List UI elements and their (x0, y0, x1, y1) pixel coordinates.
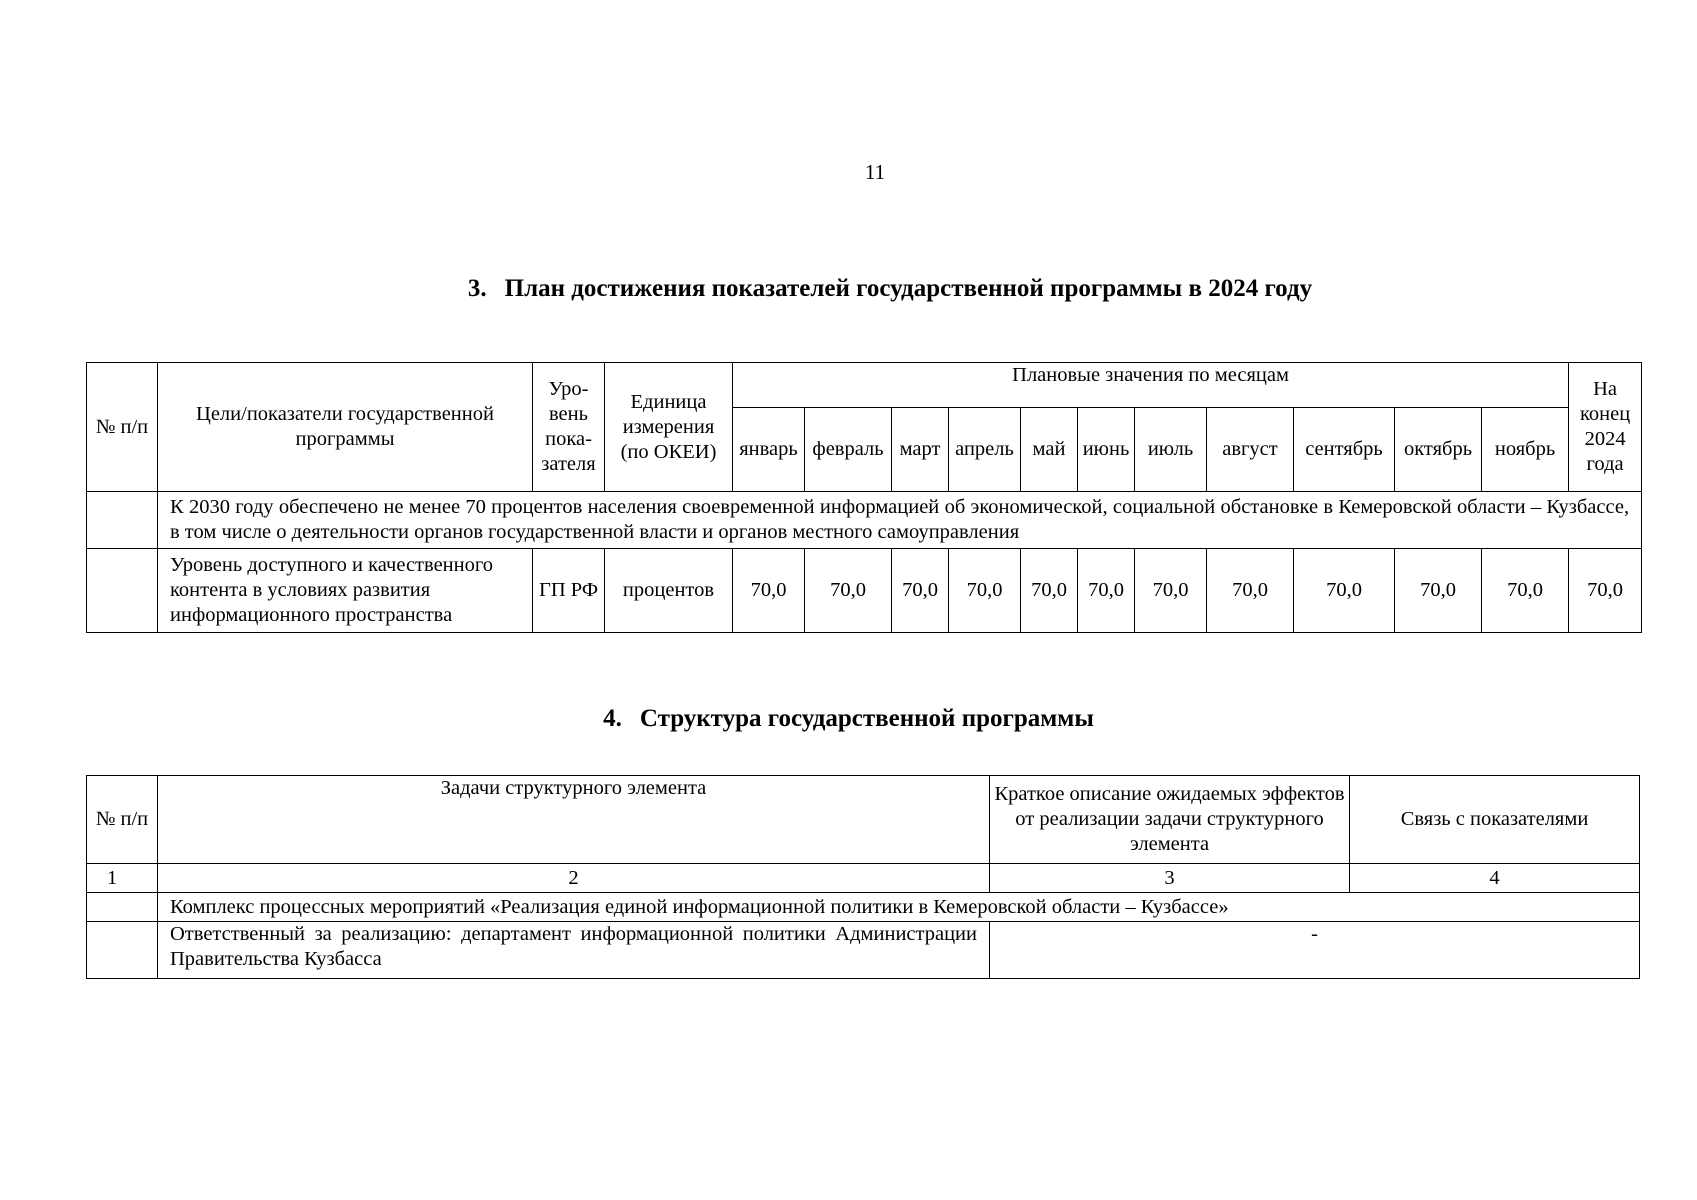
section-3-heading (0, 274, 1697, 304)
header-unit: Единица измерения (по ОКЕИ) (605, 363, 733, 492)
header-month: май (1021, 408, 1078, 492)
indicator-row-num (87, 549, 158, 633)
responsible-row-num (87, 922, 158, 979)
complex-row-num (87, 893, 158, 922)
monthly-value: 70,0 (1021, 549, 1078, 633)
header-month: июнь (1078, 408, 1135, 492)
structure-header-num: № п/п (87, 776, 158, 864)
monthly-value: 70,0 (1294, 549, 1395, 633)
section-3-title: План достижения показателей государственной программы в 2024 году (504, 275, 1313, 302)
monthly-value: 70,0 (949, 549, 1021, 633)
monthly-value: 70,0 (892, 549, 949, 633)
structure-header-effects: Краткое описание ожидаемых эффектов от реализации задачи структурного элемента (990, 776, 1350, 864)
structure-header-link: Связь с показателями (1350, 776, 1640, 864)
section-4-heading (0, 704, 1697, 734)
indicator-name: Уровень доступного и качественного контента в условиях развития информационного пространства (158, 549, 533, 633)
column-index: 2 (158, 864, 990, 893)
monthly-value: 70,0 (1078, 549, 1135, 633)
indicators-plan-table (86, 362, 1642, 633)
header-month: апрель (949, 408, 1021, 492)
section-4-number: 4. (603, 705, 622, 732)
column-index: 3 (990, 864, 1350, 893)
header-month: октябрь (1395, 408, 1482, 492)
header-goal: Цели/показатели государственной программы (158, 363, 533, 492)
end-of-year-value: 70,0 (1569, 549, 1642, 633)
structure-header-tasks: Задачи структурного элемента (158, 776, 990, 864)
header-level: Уро-вень пока-зателя (533, 363, 605, 492)
monthly-value: 70,0 (805, 549, 892, 633)
column-index: 1 (87, 864, 158, 893)
indicator-level: ГП РФ (533, 549, 605, 633)
section-3-number: 3. (467, 275, 487, 302)
indicator-unit: процентов (605, 549, 733, 633)
header-month: февраль (805, 408, 892, 492)
responsible-row-value: - (990, 922, 1640, 979)
monthly-value: 70,0 (733, 549, 805, 633)
header-num: № п/п (87, 363, 158, 492)
header-month: сентябрь (1294, 408, 1395, 492)
header-month: июль (1135, 408, 1207, 492)
header-month: январь (733, 408, 805, 492)
goal-row-num (87, 492, 158, 549)
header-end-of-year: На конец 2024 года (1569, 363, 1642, 492)
page-number: 11 (864, 160, 886, 184)
header-month: март (892, 408, 949, 492)
header-month: ноябрь (1482, 408, 1569, 492)
monthly-value: 70,0 (1482, 549, 1569, 633)
monthly-value: 70,0 (1207, 549, 1294, 633)
header-month: август (1207, 408, 1294, 492)
monthly-value: 70,0 (1395, 549, 1482, 633)
responsible-row-text: Ответственный за реализацию: департамент информационной политики Администрации Правительства Кузбасса (158, 922, 990, 979)
column-index: 4 (1350, 864, 1640, 893)
section-4-title: Структура государственной программы (639, 705, 1094, 732)
complex-row-text: Комплекс процессных мероприятий «Реализация единой информационной политики в Кемеровской области – Кузбассе» (158, 893, 1640, 922)
program-structure-table (86, 775, 1640, 979)
header-months-group: Плановые значения по месяцам (733, 363, 1569, 408)
monthly-value: 70,0 (1135, 549, 1207, 633)
goal-row-text: К 2030 году обеспечено не менее 70 процентов населения своевременной информацией об экономической, социальной обстановке в Кемеровской области – Кузбассе, в том числе о деятельности органов государственной власти и органов местного самоуправления (158, 492, 1642, 549)
